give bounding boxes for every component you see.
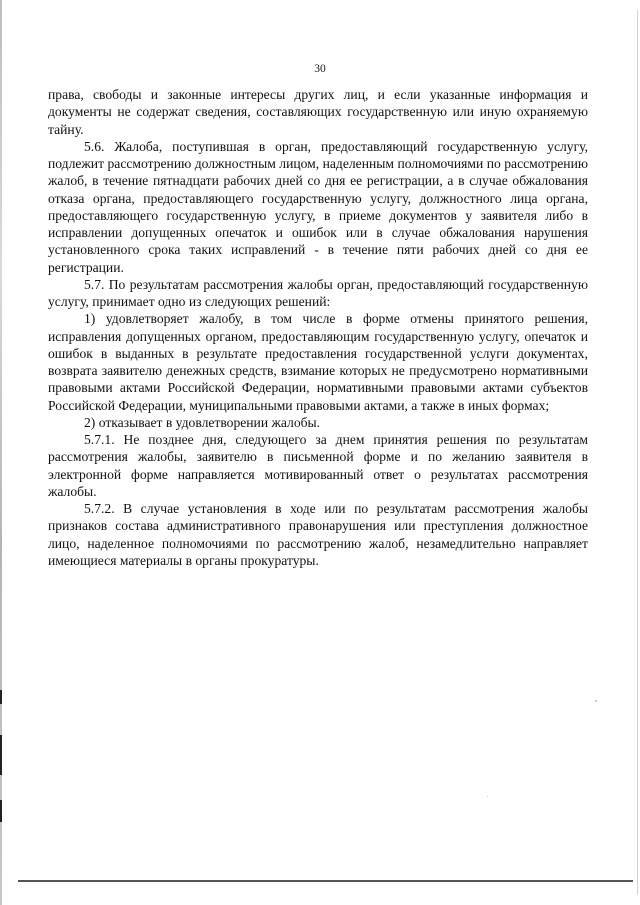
scan-speck [487,796,488,797]
list-item-1: 1) удовлетворяет жалобу, в том числе в форме отмены принятого решения, исправления допущенных органом, предоставляющим государственную услугу, опечаток и ошибок в выданных в результате предоставления государственной услуги документах, возврата заявителю денежных средств, взимание которых не предусмотрено нормативными правовыми актами Российской Федерации, нормативными правовыми актами субъектов Российской Федерации, муниципальными правовыми актами, а также в иных формах; [48,311,588,413]
list-item-2: 2) отказывает в удовлетворении жалобы. [84,414,321,430]
paragraph-5-7-1: 5.7.1. Не позднее дня, следующего за днем принятия решения по результатам рассмотрения жалобы, заявителю в письменной форме и по желанию заявителя в электронной форме направляется мотивированный ответ о результатах рассмотрения жалобы. [48,432,588,499]
paragraph-5-6: 5.6. Жалоба, поступившая в орган, предоставляющий государственную услугу, подлежит рассмотрению должностным лицом, наделенным полномочиями по рассмотрению жалоб, в течение пятнадцати рабочих дней со дня ее регистрации, а в случае обжалования отказа органа, предоставляющего государственную услугу, должностного лица органа, предоставляющего государственную услугу, в приеме документов у заявителя либо в исправлении допущенных опечаток и ошибок или в случае обжалования нарушения установленного срока таких исправлений - в течение пяти рабочих дней со дня ее регистрации. [48,138,588,275]
scan-speck [595,700,597,702]
scan-margin-mark [0,735,2,775]
document-body [48,86,588,569]
scan-margin-mark [0,690,2,704]
paragraph-5-7: 5.7. По результатам рассмотрения жалобы орган, предоставляющий государственную услугу, принимает одно из следующих решений: [48,276,588,309]
paragraph-5-7-2: 5.7.2. В случае установления в ходе или по результатам рассмотрения жалобы признаков состава административного правонарушения или преступления должностное лицо, наделенное полномочиями по рассмотрению жалоб, незамедлительно направляет имеющиеся материалы в органы прокуратуры. [48,501,588,568]
scan-right-edge [637,10,638,895]
scan-bottom-edge [18,880,633,882]
scan-margin-mark [0,800,2,822]
paragraph-continuation: права, свободы и законные интересы других лиц, и если указанные информация и документы не содержат сведения, составляющих государственную или иную охраняемую тайну. [48,87,588,137]
page-number: 30 [314,63,326,75]
